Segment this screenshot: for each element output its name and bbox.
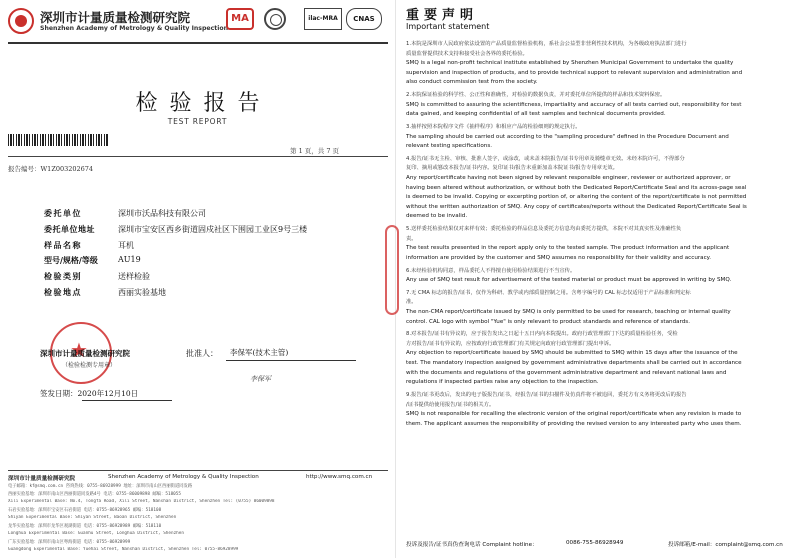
statement-line-cn: 8.对本报告/证书有异议的，应于报告发出之日起十五日内向本院提出。政府行政管理部门下达的质量检验任务，受检 bbox=[406, 331, 678, 338]
header-divider bbox=[8, 42, 388, 44]
statement-line-en: The sampling should be carried out according to the "sampling procedure" defined in the Procedure Document and bbox=[406, 133, 729, 140]
statement-item bbox=[406, 267, 784, 286]
approver-value: 李保军(技术主管) bbox=[230, 348, 289, 357]
statement-line-en: Any report/certificate having not been signed by relevant responsible engineer, reviewer or authorized approver, or bbox=[406, 175, 731, 181]
statement-line-en: deemed to be invalid. bbox=[406, 213, 468, 220]
page-number: 第 1 页，共 7 页 bbox=[290, 147, 340, 155]
statement-line-en: without the written authorization of SMQ. Any copy of certificates/reports without the Dedicated Report/Certificate Seal is bbox=[406, 203, 747, 210]
footer-line: 龙华实验基地：深圳市龙华区观湖街道 电话：0755-86928989 邮编：518110 bbox=[8, 524, 162, 529]
cma-mark-icon: MA bbox=[226, 8, 254, 30]
report-header bbox=[8, 6, 388, 42]
statement-line-cn: 4.报告/证书无主检、审核、批准人签字，或涂改，或未盖本院报告/证书专用章及骑缝章无效。未经本院许可，不得部分 bbox=[406, 155, 685, 162]
meta-divider bbox=[8, 156, 388, 157]
statement-line-cn: 方对报告/证书有异议的，应按政府行政管理部门有关规定向政府行政管理部门提出申诉。 bbox=[406, 340, 615, 347]
footer-organization-en: Shenzhen Academy of Metrology & Quality Inspection bbox=[108, 474, 259, 480]
approver-underline bbox=[226, 360, 356, 361]
ilac-mra-mark-icon: ilac-MRA bbox=[304, 8, 342, 30]
footer-website-link[interactable]: http://www.smq.com.cn bbox=[306, 474, 373, 480]
field-sample-name bbox=[44, 240, 344, 256]
statement-item bbox=[406, 155, 784, 222]
statement-line-en: them. The applicant assumes the responsibility of providing the revised version to any interested party who uses them. bbox=[406, 420, 742, 427]
footer-line: 西丽实验基地：深圳市南山区西丽街道同发路4号 电话：0755-86009898 邮编：518055 bbox=[8, 492, 181, 497]
statement-item bbox=[406, 91, 784, 120]
statement-body bbox=[406, 40, 784, 432]
field-label: 检验类别 bbox=[44, 271, 82, 282]
statement-line-en: is deemed to be invalid. Copying or excerpting portion of, or altering the content of the report/certificate is not permitted bbox=[406, 194, 747, 201]
statement-line-cn: 复印、摘用或篡改本报告/证书内容。复印证书/报告未重新加盖本院证书/报告专用章无效。 bbox=[406, 165, 618, 172]
statement-item bbox=[406, 330, 784, 388]
issue-date-underline bbox=[82, 400, 172, 401]
issuer-name: 深圳市计量质量检测研究院 bbox=[40, 349, 130, 358]
field-test-location bbox=[44, 287, 344, 303]
footer-line: Guangdong Experimental Base: Yuehai Street, Nanshan District, Shenzhen Tel: 0755-86928999 bbox=[8, 547, 239, 552]
organization-name-cn: 深圳市计量质量检测研究院 bbox=[40, 10, 191, 25]
field-model bbox=[44, 255, 344, 271]
field-value: 耳机 bbox=[118, 240, 134, 250]
statement-line-cn: 9.报告/证书更改后，发出的电子版报告/证书，经报告/证书的扫描件及仿真件将不被追回，委托方有义务将更改后的报告 bbox=[406, 391, 687, 398]
field-label: 型号/规格/等级 bbox=[44, 255, 98, 266]
field-value: AU19 bbox=[118, 255, 141, 265]
complaint-hotline bbox=[406, 540, 784, 548]
footer-contact-lines bbox=[8, 483, 388, 555]
statement-item bbox=[406, 40, 784, 88]
field-test-type bbox=[44, 271, 344, 287]
statement-title-en: Important statement bbox=[406, 22, 490, 31]
footer-line: Longhua Experimental Base: Guanhu Street, Longhua District, Shenzhen bbox=[8, 531, 184, 536]
statement-line-en: regulations if inspected parties raise any objection to the inspection. bbox=[406, 379, 599, 386]
field-label: 样品名称 bbox=[44, 239, 82, 250]
statement-line-cn: 1.本院是深圳市人民政府依法设置的产品质量监督检验机构，系社会公益型非营利性技术机构，为各级政府执法部门进行 bbox=[406, 41, 687, 47]
footer-line: 石岩实验基地：深圳市宝安区石岩街道 电话：0755-86928965 邮编：518108 bbox=[8, 508, 162, 513]
statement-line-en: SMQ is committed to assuring the scientificness, impartiality and accuracy of all tests carried out, responsibility for test bbox=[406, 101, 742, 108]
field-value: 深圳市宝安区西乡街道固戍社区下围园工业区9号三楼 bbox=[118, 224, 308, 234]
report-fields bbox=[44, 208, 344, 303]
report-number: 报告编号：W1Z003202674 bbox=[8, 165, 94, 173]
statement-line-cn: 3.抽样按照本院程序文件《抽样程序》和相应产品的检验细则的规定执行。 bbox=[406, 123, 581, 130]
statement-line-en: also conduct commission test from the society. bbox=[406, 79, 538, 86]
approver-label: 批准人： bbox=[186, 349, 218, 358]
statement-line-en: The test results presented in the report apply only to the tested sample. The product information and the applicant bbox=[406, 245, 730, 252]
statement-line-cn: 6.未经检验机构同意，样品委托人不得擅自使用检验结果进行不当宣传。 bbox=[406, 267, 576, 274]
complaint-email: 投诉邮箱/E-mail：complaint@smq.com.cn bbox=[668, 542, 783, 548]
statement-line-cn: 5.送样委托检验结果仅对来样有效；委托检验的样品信息及委托方信息均由委托方提供，本院不对其真实性及准确性负 bbox=[406, 226, 682, 233]
footer-organization-cn: 深圳市计量质量检测研究院 bbox=[8, 476, 76, 482]
complaint-label: 投诉及报告/证书真伪查询电话 Complaint hotline： bbox=[406, 542, 538, 548]
statement-line-cn: 2.本院保证检验的科学性、公正性和准确性，对检验的数据负责，并对委托单位所提供的样品和技术资料保密。 bbox=[406, 92, 666, 99]
statement-line-en: Any use of SMQ test result for advertisement of the tested material or product must be approved in writing by SMQ. bbox=[406, 277, 732, 284]
footer-divider bbox=[8, 470, 388, 471]
barcode-icon bbox=[8, 134, 108, 146]
statement-item bbox=[406, 391, 784, 429]
statement-line-en: relevant testing specifications. bbox=[406, 143, 493, 150]
field-value: 送样检验 bbox=[118, 272, 150, 282]
statement-line-cn: 准。 bbox=[406, 299, 417, 306]
statement-item bbox=[406, 289, 784, 327]
report-title: 检验报告 bbox=[135, 91, 272, 116]
issue-date: 签发日期：2020年12月10日 bbox=[40, 389, 139, 398]
complaint-phone: 0086-755-86928949 bbox=[566, 540, 624, 546]
field-client bbox=[44, 208, 344, 224]
footer-line: Shiyan Experimental Base: Shiyan Street, Baoan District, Shenzhen bbox=[8, 515, 177, 520]
statement-line-en: supervision and inspection of products, and to provide technical support to relevant supervision and administration and bbox=[406, 69, 743, 76]
footer-line: Xili Experimental Base: No.4, Tongfa Road, Xili Street, Nanshan District, Shenzhen Tel: (0755) 86009898 bbox=[8, 499, 275, 504]
statement-line-en: with the documents and regulations of the government administrative department and relevant national laws and bbox=[406, 369, 727, 376]
statement-line-en: SMQ is a legal non-profit technical institute established by Shenzhen Municipal Government to undertake the quality bbox=[406, 60, 734, 67]
field-label: 委托单位 bbox=[44, 208, 82, 218]
field-client-address bbox=[44, 224, 344, 240]
cnas-mark-icon: CNAS bbox=[346, 8, 382, 30]
statement-line-en: having been altered without authorization, or without both the Dedicated Report/Certificate Seal and its across-page seal bbox=[406, 184, 747, 191]
important-statement-page bbox=[395, 0, 790, 558]
statement-line-en: SMQ is not responsible for recalling the electronic version of the original report/certificate when any revision is made to bbox=[406, 411, 742, 418]
statement-item bbox=[406, 123, 784, 152]
issuer-seal-note: （检验检测专用章） bbox=[62, 362, 117, 369]
statement-title-cn: 重要声明 bbox=[406, 8, 479, 23]
statement-line-en: test. The mandatory inspection assigned by government administrative departments shall be carried out in accordance bbox=[406, 360, 742, 367]
footer-line: 电子邮箱：kf@smq.com.cn 咨询热线：0755-86928999 地址：深圳市南山区西丽街道同发路 bbox=[8, 484, 193, 489]
statement-line-cn: /证书提供给使用报告/证书的相关方。 bbox=[406, 401, 495, 408]
across-page-seal-icon bbox=[385, 225, 399, 315]
statement-line-en: The non-CMA report/certificate issued by SMQ is only permitted to be used for research, teaching or internal quality bbox=[406, 309, 731, 315]
footer-line: 广东实验基地：深圳市南山区粤海街道 电话：0755-86928999 bbox=[8, 540, 131, 545]
statement-line-en: Any objection to report/certificate issued by SMQ should be submitted to SMQ within 15 days after the issuance of the bbox=[406, 350, 738, 357]
statement-line-en: information are provided by the customer and SMQ assumes no responsibility for their validity and accuracy. bbox=[406, 254, 711, 261]
statement-line-cn: 责。 bbox=[406, 235, 417, 242]
signature: 李保军 bbox=[250, 375, 271, 383]
logo-icon bbox=[8, 8, 34, 34]
field-label: 委托单位地址 bbox=[44, 223, 95, 234]
statement-line-cn: 7.无 CMA 标志的报告/证书，仅作为科研、教学或内部质量控制之用。含粤字编号的 CAL 标志仅适用于产品标准和判定标 bbox=[406, 289, 691, 296]
field-value: 西丽实验基地 bbox=[118, 287, 166, 297]
statement-item bbox=[406, 225, 784, 263]
statement-line-en: control. CAL logo with symbol "Yue" is only relevant to product standards and reference of standards. bbox=[406, 318, 690, 325]
organization-name-en: Shenzhen Academy of Metrology & Quality Inspection bbox=[40, 25, 229, 32]
report-subtitle: TEST REPORT bbox=[167, 117, 228, 126]
statement-line-cn: 质量监督提供技术支持和接受社会各界的委托检验。 bbox=[406, 50, 528, 57]
mutual-recognition-mark-icon bbox=[264, 8, 286, 30]
field-label: 检验地点 bbox=[44, 286, 82, 297]
field-value: 深圳市沃品科技有限公司 bbox=[118, 209, 206, 218]
statement-line-en: data gained, and keeping confidential of all test samples and technical documents provided. bbox=[406, 111, 666, 118]
